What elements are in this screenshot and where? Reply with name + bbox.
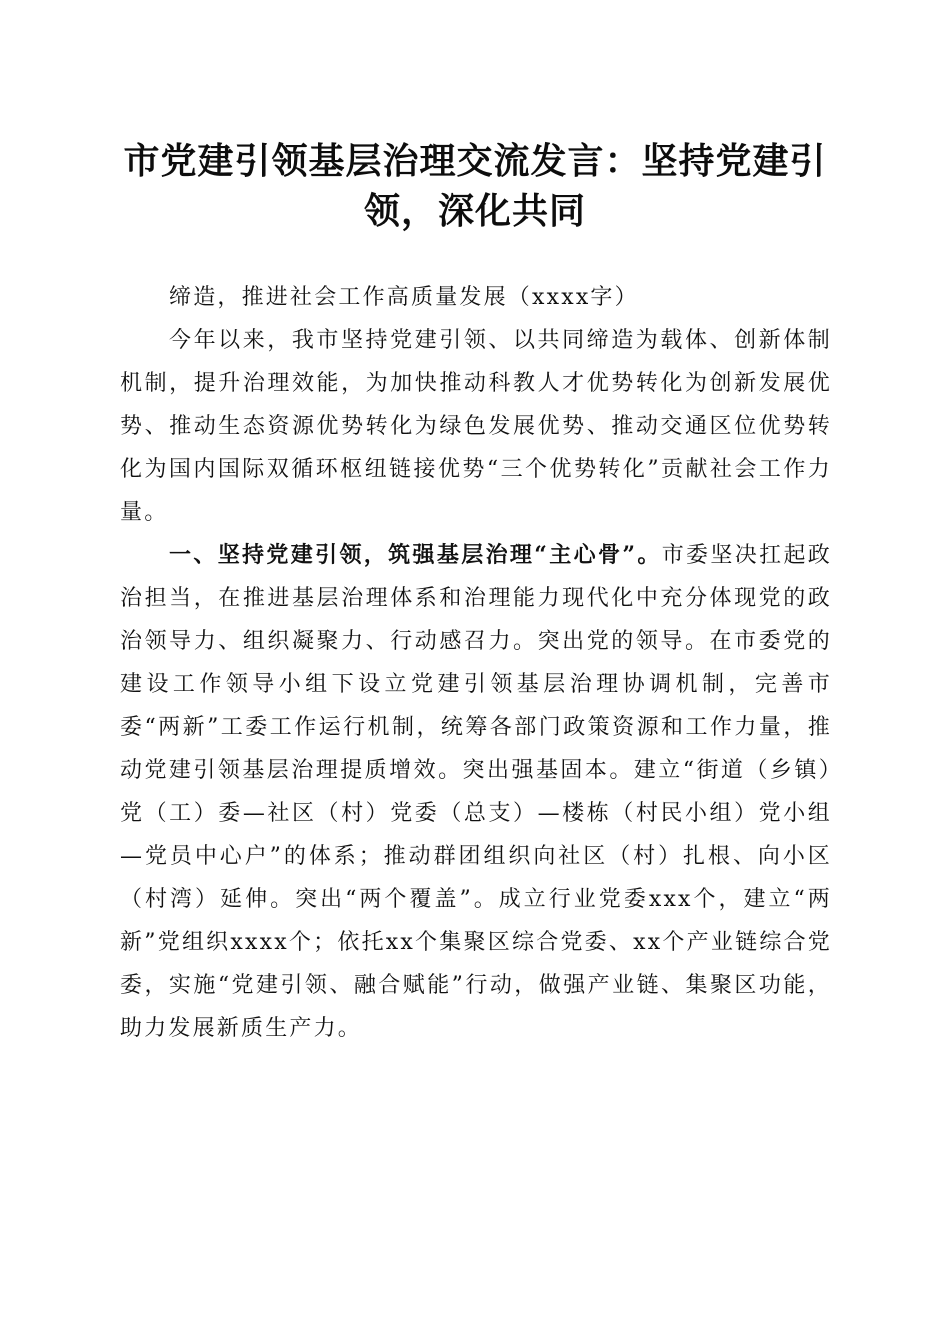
document-title: 市党建引领基层治理交流发言：坚持党建引领，深化共同 [123,140,827,232]
section-one-paragraph [120,534,832,1050]
section-one-heading: 一、坚持党建引领，筑强基层治理“主心骨”。 [169,542,662,568]
document-body [120,276,832,1050]
subtitle-paragraph: 缔造，推进社会工作高质量发展（xxxx字） [169,285,639,310]
section-one-text: 市委坚决扛起政治担当，在推进基层治理体系和治理能力现代化中充分体现党的政治领导力、组织凝聚力、行动感召力。突出党的领导。在市委党的建设工作领导小组下设立党建引领基层治理协调机制，完善市委“两新”工委工作运行机制，统筹各部门政策资源和工作力量，推动党建引领基层治理提质增效。突出强基固本。建立“街道（乡镇）党（工）委—社区（村）党委（总支）—楼栋（村民小组）党小组—党员中心户”的体系；推动群团组织向社区（村）扎根、向小区（村湾）延伸。突出“两个覆盖”。成立行业党委xxx个，建立“两新”党组织xxxx个；依托xx个集聚区综合党委、xx个产业链综合党委，实施“党建引领、融合赋能”行动，做强产业链、集聚区功能，助力发展新质生产力。 [120,543,832,1041]
intro-paragraph: 今年以来，我市坚持党建引领、以共同缔造为载体、创新体制机制，提升治理效能，为加快推动科教人才优势转化为创新发展优势、推动生态资源优势转化为绿色发展优势、推动交通区位优势转化为国内国际双循环枢纽链接优势“三个优势转化”贡献社会工作力量。 [120,328,832,525]
